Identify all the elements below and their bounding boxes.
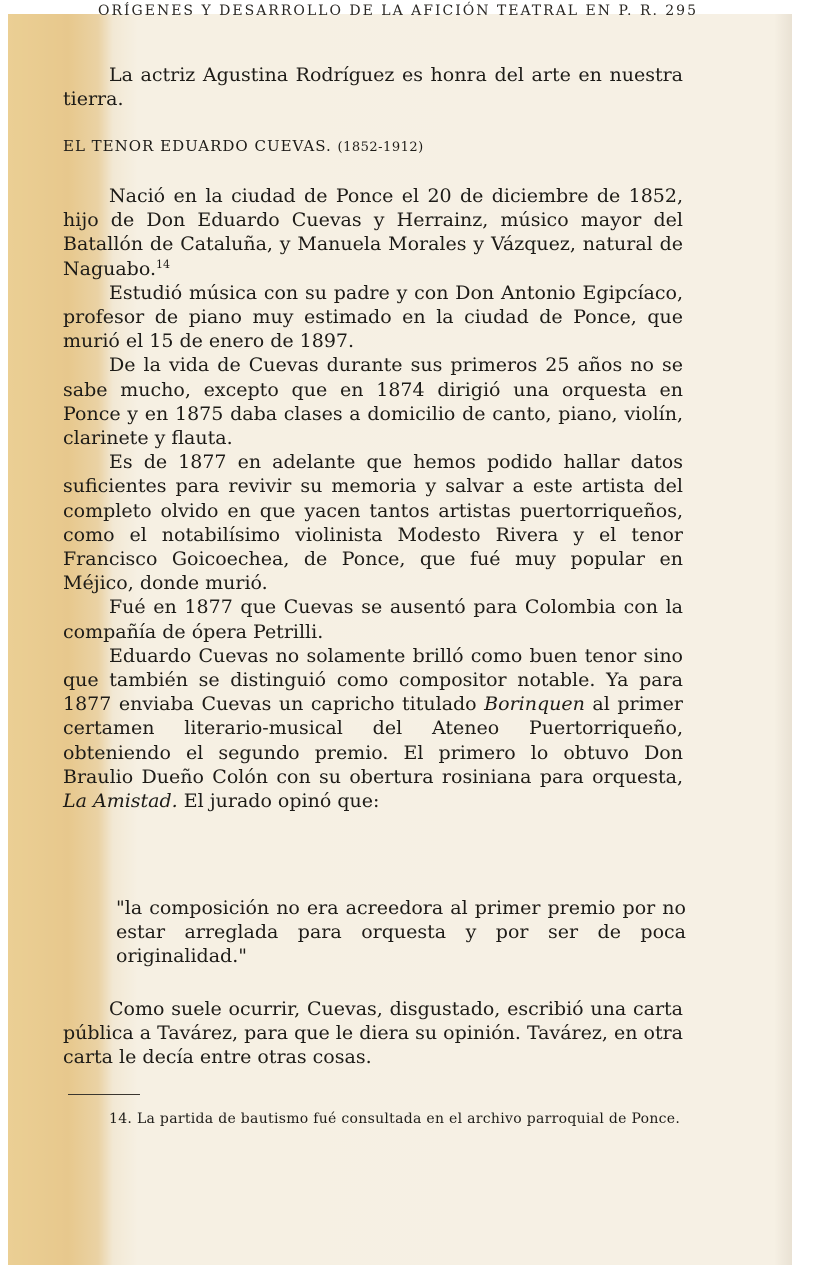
heading-years: (1852-1912) [337, 140, 424, 155]
running-head [98, 3, 698, 19]
work-title-la-amistad: La Amistad. [63, 790, 178, 813]
paragraph-nacio-text: Nació en la ciudad de Ponce el 20 de diciembre de 1852, hijo de Don Eduardo Cuevas y Herrainz, músico mayor del Batallón de Cataluña, y Manuela Morales y Vázquez, natural de Naguabo. [63, 185, 683, 280]
page-number: 295 [665, 3, 698, 19]
footnote [63, 1110, 685, 1128]
body-text-top [63, 63, 683, 111]
footnote-number: 14. [109, 1111, 133, 1127]
heading-name: EL TENOR EDUARDO CUEVAS. [63, 137, 332, 155]
body-text-main [63, 184, 683, 813]
paragraph-nacio [63, 184, 683, 281]
paragraph-1877: Es de 1877 en adelante que hemos podido hallar datos suficientes para revivir su memoria y salvar a este artista del completo olvido en que yacen tantos artistas puertorriqueños, como el notabilísimo violinista Modesto Rivera y el tenor Francisco Goicoechea, de Ponce, que fué muy popular en Méjico, donde murió. [63, 451, 683, 595]
book-page [8, 3, 792, 1265]
running-head-title: ORÍGENES Y DESARROLLO DE LA AFICIÓN TEATRAL EN P. R. [98, 3, 659, 19]
paragraph-actriz: La actriz Agustina Rodríguez es honra del arte en nuestra tierra. [63, 64, 683, 111]
paragraph-estudio: Estudió música con su padre y con Don Antonio Egipcíaco, profesor de piano muy estimado en la ciudad de Ponce, que murió el 15 de enero de 1897. [63, 281, 683, 353]
body-text-bottom [63, 997, 683, 1070]
paragraph-compositor: Eduardo Cuevas no solamente brilló como buen tenor sino que también se distinguió como compositor notable. Ya para 1877 enviaba Cuevas un capricho titulado Borinquen al primer certamen literario-musical del Ateneo Puertorriqueño, obteniendo el segundo premio. El primero lo obtuvo Don Braulio Dueño Colón con su obertura rosiniana para orquesta, La Amistad. El jurado opinó que: [63, 644, 684, 813]
footnote-rule [68, 1094, 140, 1095]
footnote-text: La partida de bautismo fué consultada en el archivo parroquial de Ponce. [136, 1111, 681, 1127]
paragraph-vida: De la vida de Cuevas durante sus primeros 25 años no se sabe mucho, excepto que en 1874 dirigió una orquesta en Ponce y en 1875 daba clases a domicilio de canto, piano, violín, clarinete y flauta. [63, 354, 683, 450]
work-title-borinquen: Borinquen [484, 693, 585, 716]
page-edge-shadow [774, 14, 792, 1265]
section-heading [63, 136, 683, 158]
paragraph-colombia: Fué en 1877 que Cuevas se ausentó para Colombia con la compañía de ópera Petrilli. [63, 596, 683, 643]
paragraph-tavarez: Como suele ocurrir, Cuevas, disgustado, escribió una carta pública a Tavárez, para que le diera su opinión. Tavárez, en otra carta le decía entre otras cosas. [63, 998, 683, 1069]
block-quote: "la composición no era acreedora al primer premio por no estar arreglada para orquesta y por ser de poca originalidad." [116, 897, 686, 968]
footnote-ref: 14 [156, 257, 170, 271]
